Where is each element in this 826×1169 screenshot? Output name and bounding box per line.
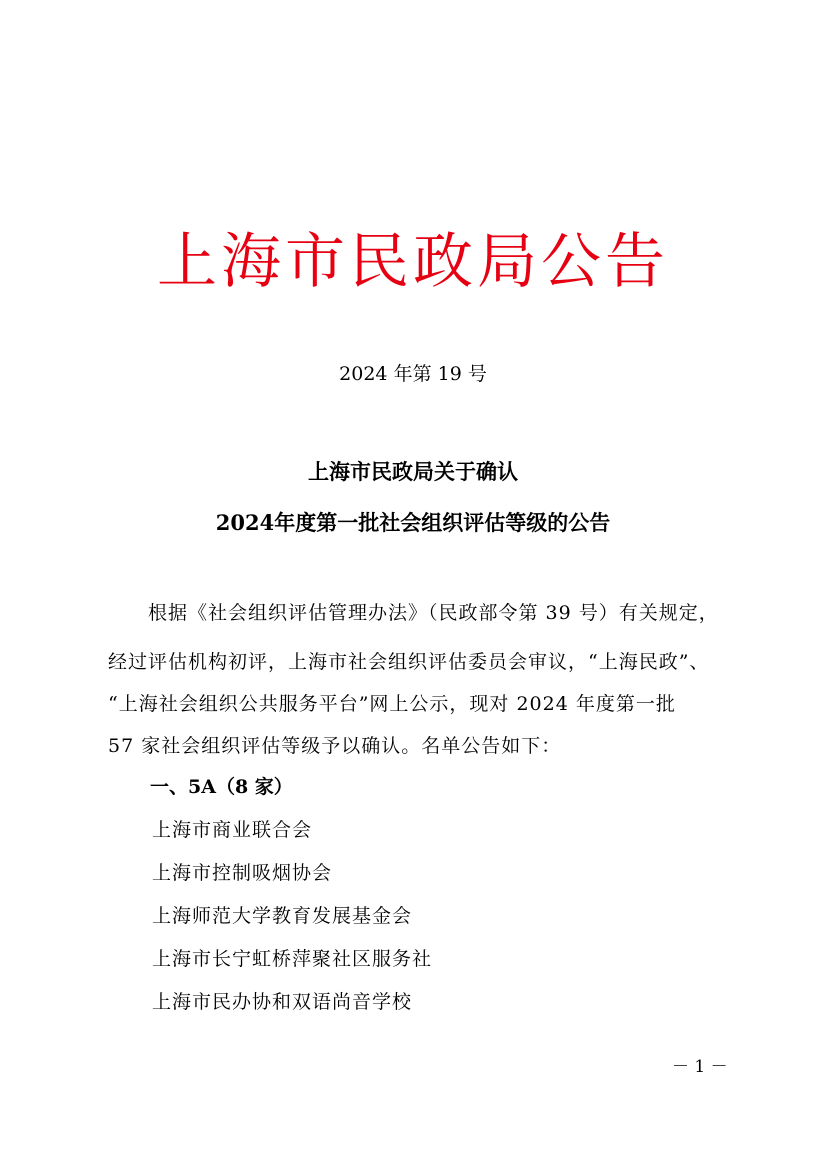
list-item: 上海市商业联合会 (152, 819, 313, 841)
list-item: 上海市控制吸烟协会 (152, 862, 333, 884)
list-item: 上海师范大学教育发展基金会 (152, 905, 413, 927)
paragraph-line: 经过评估机构初评，上海市社会组织评估委员会审议，“上海民政”、 (108, 651, 710, 673)
masthead-title: 上海市民政局公告 (157, 227, 669, 297)
paragraph-line: 57 家社会组织评估等级予以确认。名单公告如下： (108, 735, 562, 757)
page-number: － 1 － (672, 1057, 728, 1077)
notice-title-line-2: 2024年度第一批社会组织评估等级的公告 (215, 510, 611, 535)
paragraph-line: “上海社会组织公共服务平台”网上公示，现对 2024 年度第一批 (108, 693, 676, 715)
notice-title-line-1: 上海市民政局关于确认 (308, 459, 518, 484)
section-heading-5a: 一、5A（8 家） (150, 776, 293, 798)
list-item: 上海市长宁虹桥萍聚社区服务社 (152, 948, 433, 970)
paragraph-line: 根据《社会组织评估管理办法》（民政部令第 39 号）有关规定， (148, 602, 719, 624)
list-item: 上海市民办协和双语尚音学校 (152, 991, 413, 1013)
document-number: 2024 年第 19 号 (339, 363, 487, 385)
